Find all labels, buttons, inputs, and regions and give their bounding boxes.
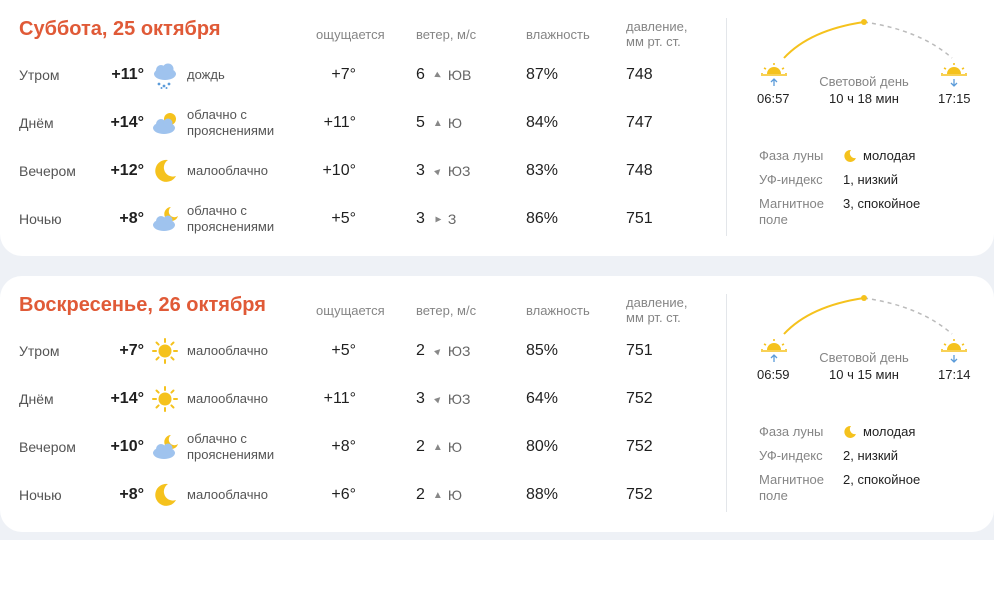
daylight-label: Световой день <box>819 74 909 89</box>
pressure: 752 <box>626 438 653 455</box>
humidity: 85% <box>526 342 559 359</box>
condition-text: малооблачно <box>187 391 268 406</box>
sunset-icon <box>940 339 968 362</box>
temperature: +8° <box>119 486 144 503</box>
wind-direction-arrow-icon: ▲ <box>432 441 443 453</box>
wind <box>416 99 462 147</box>
wind-speed: 3 <box>416 390 425 407</box>
sunset-icon <box>940 63 968 86</box>
humidity: 64% <box>526 390 559 407</box>
feels-like: +5° <box>331 210 356 227</box>
sunrise-icon <box>760 63 788 86</box>
temperature: +14° <box>110 114 144 131</box>
humidity: 84% <box>526 114 559 131</box>
temperature: +10° <box>110 438 144 455</box>
pressure: 751 <box>626 210 653 227</box>
day-title: Воскресенье, 26 октября <box>19 294 266 316</box>
wind <box>416 147 470 195</box>
day-part-label: Ночью <box>19 487 62 503</box>
moon-phase-text: молодая <box>863 424 916 439</box>
pressure: 747 <box>626 114 653 131</box>
temperature: +11° <box>111 66 144 83</box>
feels-like: +6° <box>331 486 356 503</box>
pressure: 751 <box>626 342 653 359</box>
forecast-row <box>0 99 720 147</box>
cloud-sun-icon <box>150 99 180 147</box>
wind-direction: З <box>447 211 457 227</box>
crescent-moon-icon <box>843 425 857 439</box>
wind-speed: 3 <box>416 210 425 227</box>
forecast-row <box>0 471 720 519</box>
temperature: +7° <box>119 342 144 359</box>
condition-text: малооблачно <box>187 343 268 358</box>
wind-speed: 3 <box>416 162 425 179</box>
feels-like: +11° <box>323 390 356 407</box>
wind <box>416 423 462 471</box>
wind-direction: Ю <box>447 115 462 131</box>
crescent-moon-icon <box>843 149 857 163</box>
moon-phase-text: молодая <box>863 148 916 163</box>
header-feels: ощущается <box>316 27 385 42</box>
magnetic-field-label: Магнитное поле <box>759 472 824 503</box>
wind <box>416 327 470 375</box>
feels-like: +5° <box>331 342 356 359</box>
moon-icon <box>150 471 180 519</box>
day-part-label: Вечером <box>19 439 76 455</box>
header-pressure: давление, мм рт. ст. <box>626 19 688 49</box>
header-humidity: влажность <box>526 303 590 318</box>
header-humidity: влажность <box>526 27 590 42</box>
condition-text: дождь <box>187 67 225 82</box>
wind-direction-arrow-icon: ▲ <box>432 489 443 501</box>
sunrise-icon <box>760 339 788 362</box>
moon-phase-label: Фаза луны <box>759 424 824 439</box>
cloud-moon-icon <box>150 423 180 471</box>
forecast-row <box>0 327 720 375</box>
humidity: 83% <box>526 162 559 179</box>
condition-text: малооблачно <box>187 163 268 178</box>
sunrise-time: 06:57 <box>757 91 790 106</box>
day-part-label: Днём <box>19 115 54 131</box>
wind-direction-arrow-icon: ▲ <box>432 214 444 224</box>
temperature: +12° <box>110 162 144 179</box>
pressure: 752 <box>626 390 653 407</box>
forecast-row <box>0 375 720 423</box>
feels-like: +7° <box>331 66 356 83</box>
wind-direction: Ю <box>447 439 462 455</box>
condition-text: малооблачно <box>187 487 268 502</box>
wind-direction: ЮЗ <box>447 163 471 179</box>
wind-direction: ЮВ <box>447 67 472 83</box>
wind-direction-arrow-icon: ▲ <box>430 67 446 83</box>
moon-phase-value <box>843 148 915 164</box>
day-forecast-card <box>0 0 994 256</box>
sunset-time: 17:15 <box>938 91 971 106</box>
temperature: +8° <box>119 210 144 227</box>
sun-panel <box>740 0 994 256</box>
temperature: +14° <box>110 390 144 407</box>
day-part-label: Вечером <box>19 163 76 179</box>
day-title: Суббота, 25 октября <box>19 18 221 40</box>
daylight-length: 10 ч 15 мин <box>829 367 899 382</box>
pressure: 748 <box>626 66 653 83</box>
condition-text: облачно с прояснениями <box>187 203 275 234</box>
wind-direction: ЮЗ <box>447 343 471 359</box>
uv-index-value: 1, низкий <box>843 172 899 187</box>
wind-speed: 5 <box>416 114 425 131</box>
humidity: 86% <box>526 210 559 227</box>
uv-index-label: УФ-индекс <box>759 448 823 463</box>
wind-direction-arrow-icon: ▲ <box>430 163 446 179</box>
humidity: 88% <box>526 486 559 503</box>
header-wind: ветер, м/с <box>416 303 477 318</box>
forecast-row <box>0 147 720 195</box>
forecast-row <box>0 423 720 471</box>
daylight-label: Световой день <box>819 350 909 365</box>
sun-icon <box>150 375 180 423</box>
pressure: 748 <box>626 162 653 179</box>
feels-like: +8° <box>331 438 356 455</box>
wind <box>416 471 462 519</box>
wind-direction-arrow-icon: ▲ <box>430 391 446 407</box>
magnetic-field-label: Магнитное поле <box>759 196 824 227</box>
pressure: 752 <box>626 486 653 503</box>
magnetic-field-value: 2, спокойное <box>843 472 921 487</box>
day-part-label: Ночью <box>19 211 62 227</box>
forecast-row <box>0 195 720 243</box>
wind-speed: 2 <box>416 486 425 503</box>
moon-phase-label: Фаза луны <box>759 148 824 163</box>
condition-text: облачно с прояснениями <box>187 431 275 462</box>
wind-speed: 2 <box>416 438 425 455</box>
sunrise-time: 06:59 <box>757 367 790 382</box>
wind-direction-arrow-icon: ▲ <box>432 117 443 129</box>
daylight-length: 10 ч 18 мин <box>829 91 899 106</box>
magnetic-field-value: 3, спокойное <box>843 196 921 211</box>
wind-direction: ЮЗ <box>447 391 471 407</box>
column-divider <box>726 18 727 236</box>
uv-index-label: УФ-индекс <box>759 172 823 187</box>
day-part-label: Утром <box>19 67 60 83</box>
humidity: 87% <box>526 66 559 83</box>
cloud-rain-icon <box>150 51 180 99</box>
cloud-moon-icon <box>150 195 180 243</box>
wind-speed: 6 <box>416 66 425 83</box>
day-forecast-card <box>0 276 994 532</box>
day-part-label: Днём <box>19 391 54 407</box>
wind <box>416 195 456 243</box>
day-part-label: Утром <box>19 343 60 359</box>
wind <box>416 51 471 99</box>
column-divider <box>726 294 727 512</box>
uv-index-value: 2, низкий <box>843 448 899 463</box>
condition-text: облачно с прояснениями <box>187 107 275 138</box>
humidity: 80% <box>526 438 559 455</box>
moon-icon <box>150 147 180 195</box>
wind <box>416 375 470 423</box>
header-wind: ветер, м/с <box>416 27 477 42</box>
forecast-row <box>0 51 720 99</box>
moon-phase-value <box>843 424 915 440</box>
sun-panel <box>740 276 994 532</box>
sun-icon <box>150 327 180 375</box>
wind-direction: Ю <box>447 487 462 503</box>
wind-speed: 2 <box>416 342 425 359</box>
header-pressure: давление, мм рт. ст. <box>626 295 688 325</box>
feels-like: +10° <box>322 162 356 179</box>
sunset-time: 17:14 <box>938 367 971 382</box>
feels-like: +11° <box>323 114 356 131</box>
header-feels: ощущается <box>316 303 385 318</box>
wind-direction-arrow-icon: ▲ <box>430 343 446 359</box>
